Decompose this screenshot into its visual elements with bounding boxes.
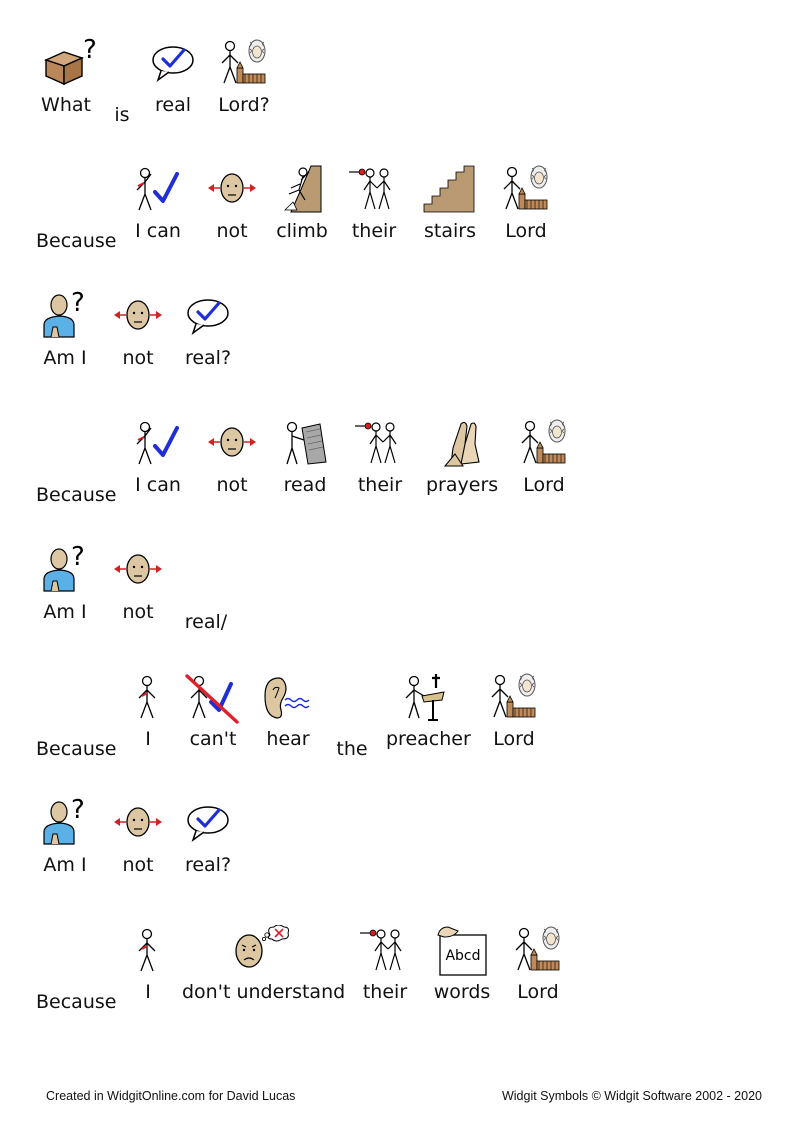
word-cell xyxy=(40,38,92,116)
word-label: the xyxy=(336,738,368,760)
word-cell xyxy=(182,925,346,1003)
not-face-icon xyxy=(114,545,162,597)
their-icon xyxy=(355,418,405,470)
word-label: not xyxy=(122,347,154,369)
word-cell xyxy=(112,545,164,623)
word-cell xyxy=(352,418,408,496)
word-label: preacher xyxy=(386,728,471,750)
word-label: Lord xyxy=(523,474,565,496)
word-label: I can xyxy=(135,220,181,242)
word-label: Lord xyxy=(493,728,535,750)
word-cell xyxy=(36,925,117,1013)
word-cell xyxy=(516,418,572,496)
word-cell xyxy=(426,418,498,496)
word-cell xyxy=(38,291,92,369)
lord-icon xyxy=(487,672,541,724)
word-label: Lord xyxy=(505,220,547,242)
word-cell xyxy=(38,545,92,623)
word-label: I can xyxy=(135,474,181,496)
word-cell xyxy=(38,798,92,876)
word-cell xyxy=(206,418,258,496)
word-label: not xyxy=(216,220,248,242)
word-cell xyxy=(386,672,471,750)
word-label: their xyxy=(357,474,403,496)
word-label: don't understand xyxy=(182,981,346,1003)
word-cell xyxy=(498,164,554,242)
word-label: Am I xyxy=(43,347,87,369)
lord-icon xyxy=(517,418,571,470)
lord-icon xyxy=(217,38,271,90)
word-cell xyxy=(258,672,318,750)
speech-tick-icon xyxy=(149,38,197,90)
word-label: can't xyxy=(189,728,237,750)
word-cell xyxy=(346,164,402,242)
word-label: words xyxy=(433,981,491,1003)
word-cell xyxy=(510,925,566,1003)
confused-face-icon xyxy=(232,925,292,977)
word-cell xyxy=(272,164,332,242)
person-i-icon xyxy=(133,925,163,977)
am-i-question-icon xyxy=(38,798,92,850)
am-i-question-icon xyxy=(38,545,92,597)
praying-hands-icon xyxy=(435,418,489,470)
climb-icon xyxy=(277,164,327,216)
word-cell xyxy=(130,925,166,1003)
word-label: Lord xyxy=(517,981,559,1003)
words-card-icon xyxy=(434,925,490,977)
preacher-icon xyxy=(402,672,452,724)
word-cell xyxy=(430,925,494,1003)
read-icon xyxy=(280,418,330,470)
word-cell xyxy=(180,291,236,369)
word-label: not xyxy=(216,474,248,496)
word-cell xyxy=(486,672,542,750)
word-label: real/ xyxy=(184,611,228,633)
not-face-icon xyxy=(208,164,256,216)
box-question-icon xyxy=(40,38,96,90)
word-cell xyxy=(112,291,164,369)
not-face-icon xyxy=(208,418,256,470)
word-label: not xyxy=(122,854,154,876)
word-label: real? xyxy=(184,347,232,369)
word-label: Because xyxy=(36,991,117,1013)
word-cell xyxy=(184,672,242,750)
lord-icon xyxy=(511,925,565,977)
stairs-icon xyxy=(422,164,478,216)
word-cell xyxy=(36,164,117,252)
word-cell xyxy=(148,38,198,116)
not-face-icon xyxy=(114,291,162,343)
word-label: not xyxy=(122,601,154,623)
word-cell xyxy=(216,38,272,116)
word-cell xyxy=(420,164,480,242)
word-cell xyxy=(180,798,236,876)
word-label: real? xyxy=(184,854,232,876)
word-cell xyxy=(130,164,186,242)
word-label: I xyxy=(145,728,151,750)
person-i-icon xyxy=(133,672,163,724)
word-label: real xyxy=(154,94,191,116)
i-can-icon xyxy=(131,164,185,216)
their-icon xyxy=(360,925,410,977)
word-label: climb xyxy=(276,220,328,242)
word-cell xyxy=(356,925,414,1003)
speech-tick-icon xyxy=(184,291,232,343)
word-label: Because xyxy=(36,484,117,506)
word-cell xyxy=(206,164,258,242)
lord-icon xyxy=(499,164,553,216)
cannot-icon xyxy=(185,672,241,724)
ear-hear-icon xyxy=(259,672,317,724)
not-face-icon xyxy=(114,798,162,850)
i-can-icon xyxy=(131,418,185,470)
word-label: Lord? xyxy=(218,94,270,116)
word-label: read xyxy=(283,474,327,496)
their-icon xyxy=(349,164,399,216)
word-label: stairs xyxy=(424,220,476,242)
am-i-question-icon xyxy=(38,291,92,343)
word-cell xyxy=(278,418,332,496)
word-cell xyxy=(108,38,136,126)
footer-credit: Created in WidgitOnline.com for David Lucas xyxy=(46,1089,296,1103)
word-label: Am I xyxy=(43,601,87,623)
word-cell xyxy=(36,418,117,506)
word-label: Because xyxy=(36,230,117,252)
word-cell xyxy=(180,545,232,633)
word-label: Am I xyxy=(43,854,87,876)
word-cell xyxy=(130,672,166,750)
word-label: hear xyxy=(266,728,310,750)
word-cell xyxy=(112,798,164,876)
word-label: their xyxy=(362,981,408,1003)
word-label: is xyxy=(114,104,130,126)
word-label: What xyxy=(41,94,91,116)
footer-copyright: Widgit Symbols © Widgit Software 2002 - 2020 xyxy=(501,1089,762,1103)
speech-tick-icon xyxy=(184,798,232,850)
word-label: I xyxy=(145,981,151,1003)
word-cell xyxy=(130,418,186,496)
word-cell xyxy=(334,672,370,760)
word-label: Because xyxy=(36,738,117,760)
word-cell xyxy=(36,672,117,760)
word-label: their xyxy=(351,220,397,242)
word-label: prayers xyxy=(426,474,499,496)
